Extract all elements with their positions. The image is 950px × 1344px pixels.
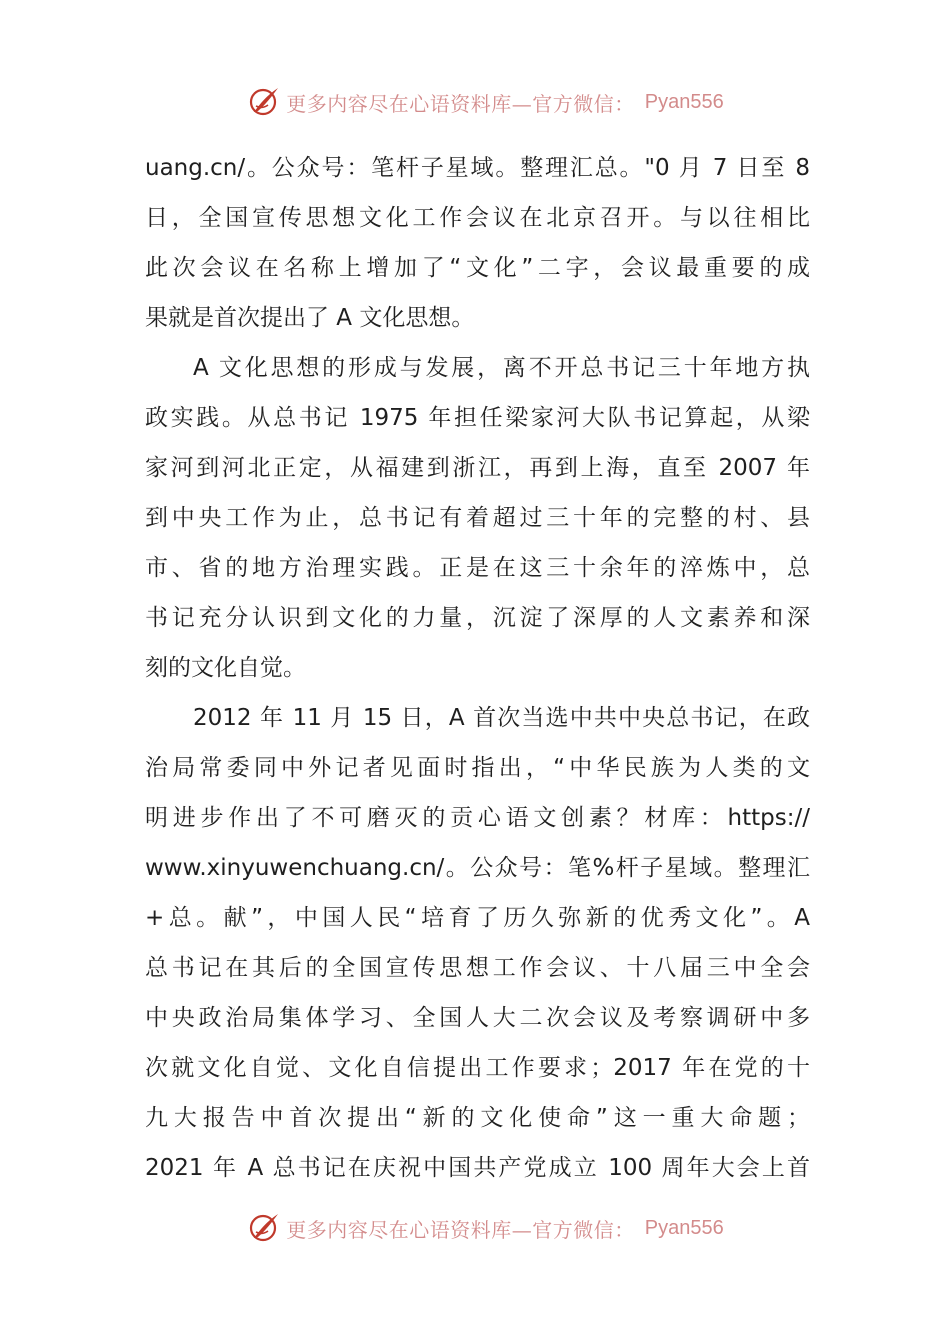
text-line: 家河到河北正定，从福建到浙江，再到上海，直至 2007 年 (145, 455, 810, 481)
text-line: 中央政治局集体学习、全国人大二次会议及考察调研中多 (145, 1005, 810, 1031)
watermark-text: 更多内容尽在心语资料库—官方微信： (286, 91, 635, 116)
text-line: 书记充分认识到文化的力量，沉淀了深厚的人文素养和深 (145, 605, 810, 631)
text-line: 日，全国宣传思想文化工作会议在北京召开。与以往相比 (145, 205, 810, 231)
watermark-group (246, 84, 723, 120)
text-line: 此次会议在名称上增加了“文化”二字，会议最重要的成 (145, 255, 810, 281)
text-line: 治局常委同中外记者见面时指出，“中华民族为人类的文 (145, 755, 810, 781)
quill-logo-icon (246, 84, 282, 120)
header-watermark (0, 84, 950, 120)
text-line: 总书记在其后的全国宣传思想工作会议、十八届三中全会 (145, 955, 810, 981)
text-line: 2012 年 11 月 15 日，A 首次当选中共中央总书记，在政 (193, 705, 810, 731)
text-line: 到中央工作为止，总书记有着超过三十年的完整的村、县 (145, 505, 810, 531)
document-body (145, 143, 810, 1193)
watermark-group (246, 1210, 723, 1246)
text-line: 明进步作出了不可磨灭的贡心语文创素？材库：https:// (145, 805, 810, 831)
text-line: 次就文化自觉、文化自信提出工作要求；2017 年在党的十 (145, 1055, 810, 1081)
watermark-wechat-id: Pyan556 (644, 90, 724, 113)
paragraph (145, 343, 810, 693)
watermark-wechat-id: Pyan556 (644, 1216, 724, 1239)
text-line: 刻的文化自觉。 (145, 655, 306, 681)
paragraph (145, 143, 810, 343)
text-line: 2021 年 A 总书记在庆祝中国共产党成立 100 周年大会上首 (145, 1155, 810, 1181)
text-line: www.xinyuwenchuang.cn/。公众号：笔%杆子星域。整理汇 (145, 855, 810, 881)
quill-logo-icon (246, 1210, 282, 1246)
text-line: 市、省的地方治理实践。正是在这三十余年的淬炼中，总 (145, 555, 810, 581)
text-line: 九大报告中首次提出“新的文化使命”这一重大命题； (145, 1105, 810, 1131)
paragraph (145, 693, 810, 1193)
footer-watermark (0, 1210, 950, 1246)
text-line: 果就是首次提出了 A 文化思想。 (145, 305, 475, 331)
watermark-text: 更多内容尽在心语资料库—官方微信： (286, 1217, 635, 1242)
text-line: uang.cn/。公众号：笔杆子星域。整理汇总。"0 月 7 日至 8 (145, 155, 810, 181)
text-line: +总。献”，中国人民“培育了历久弥新的优秀文化”。A (145, 905, 810, 931)
text-line: A 文化思想的形成与发展，离不开总书记三十年地方执 (193, 355, 810, 381)
text-line: 政实践。从总书记 1975 年担任梁家河大队书记算起，从梁 (145, 405, 810, 431)
